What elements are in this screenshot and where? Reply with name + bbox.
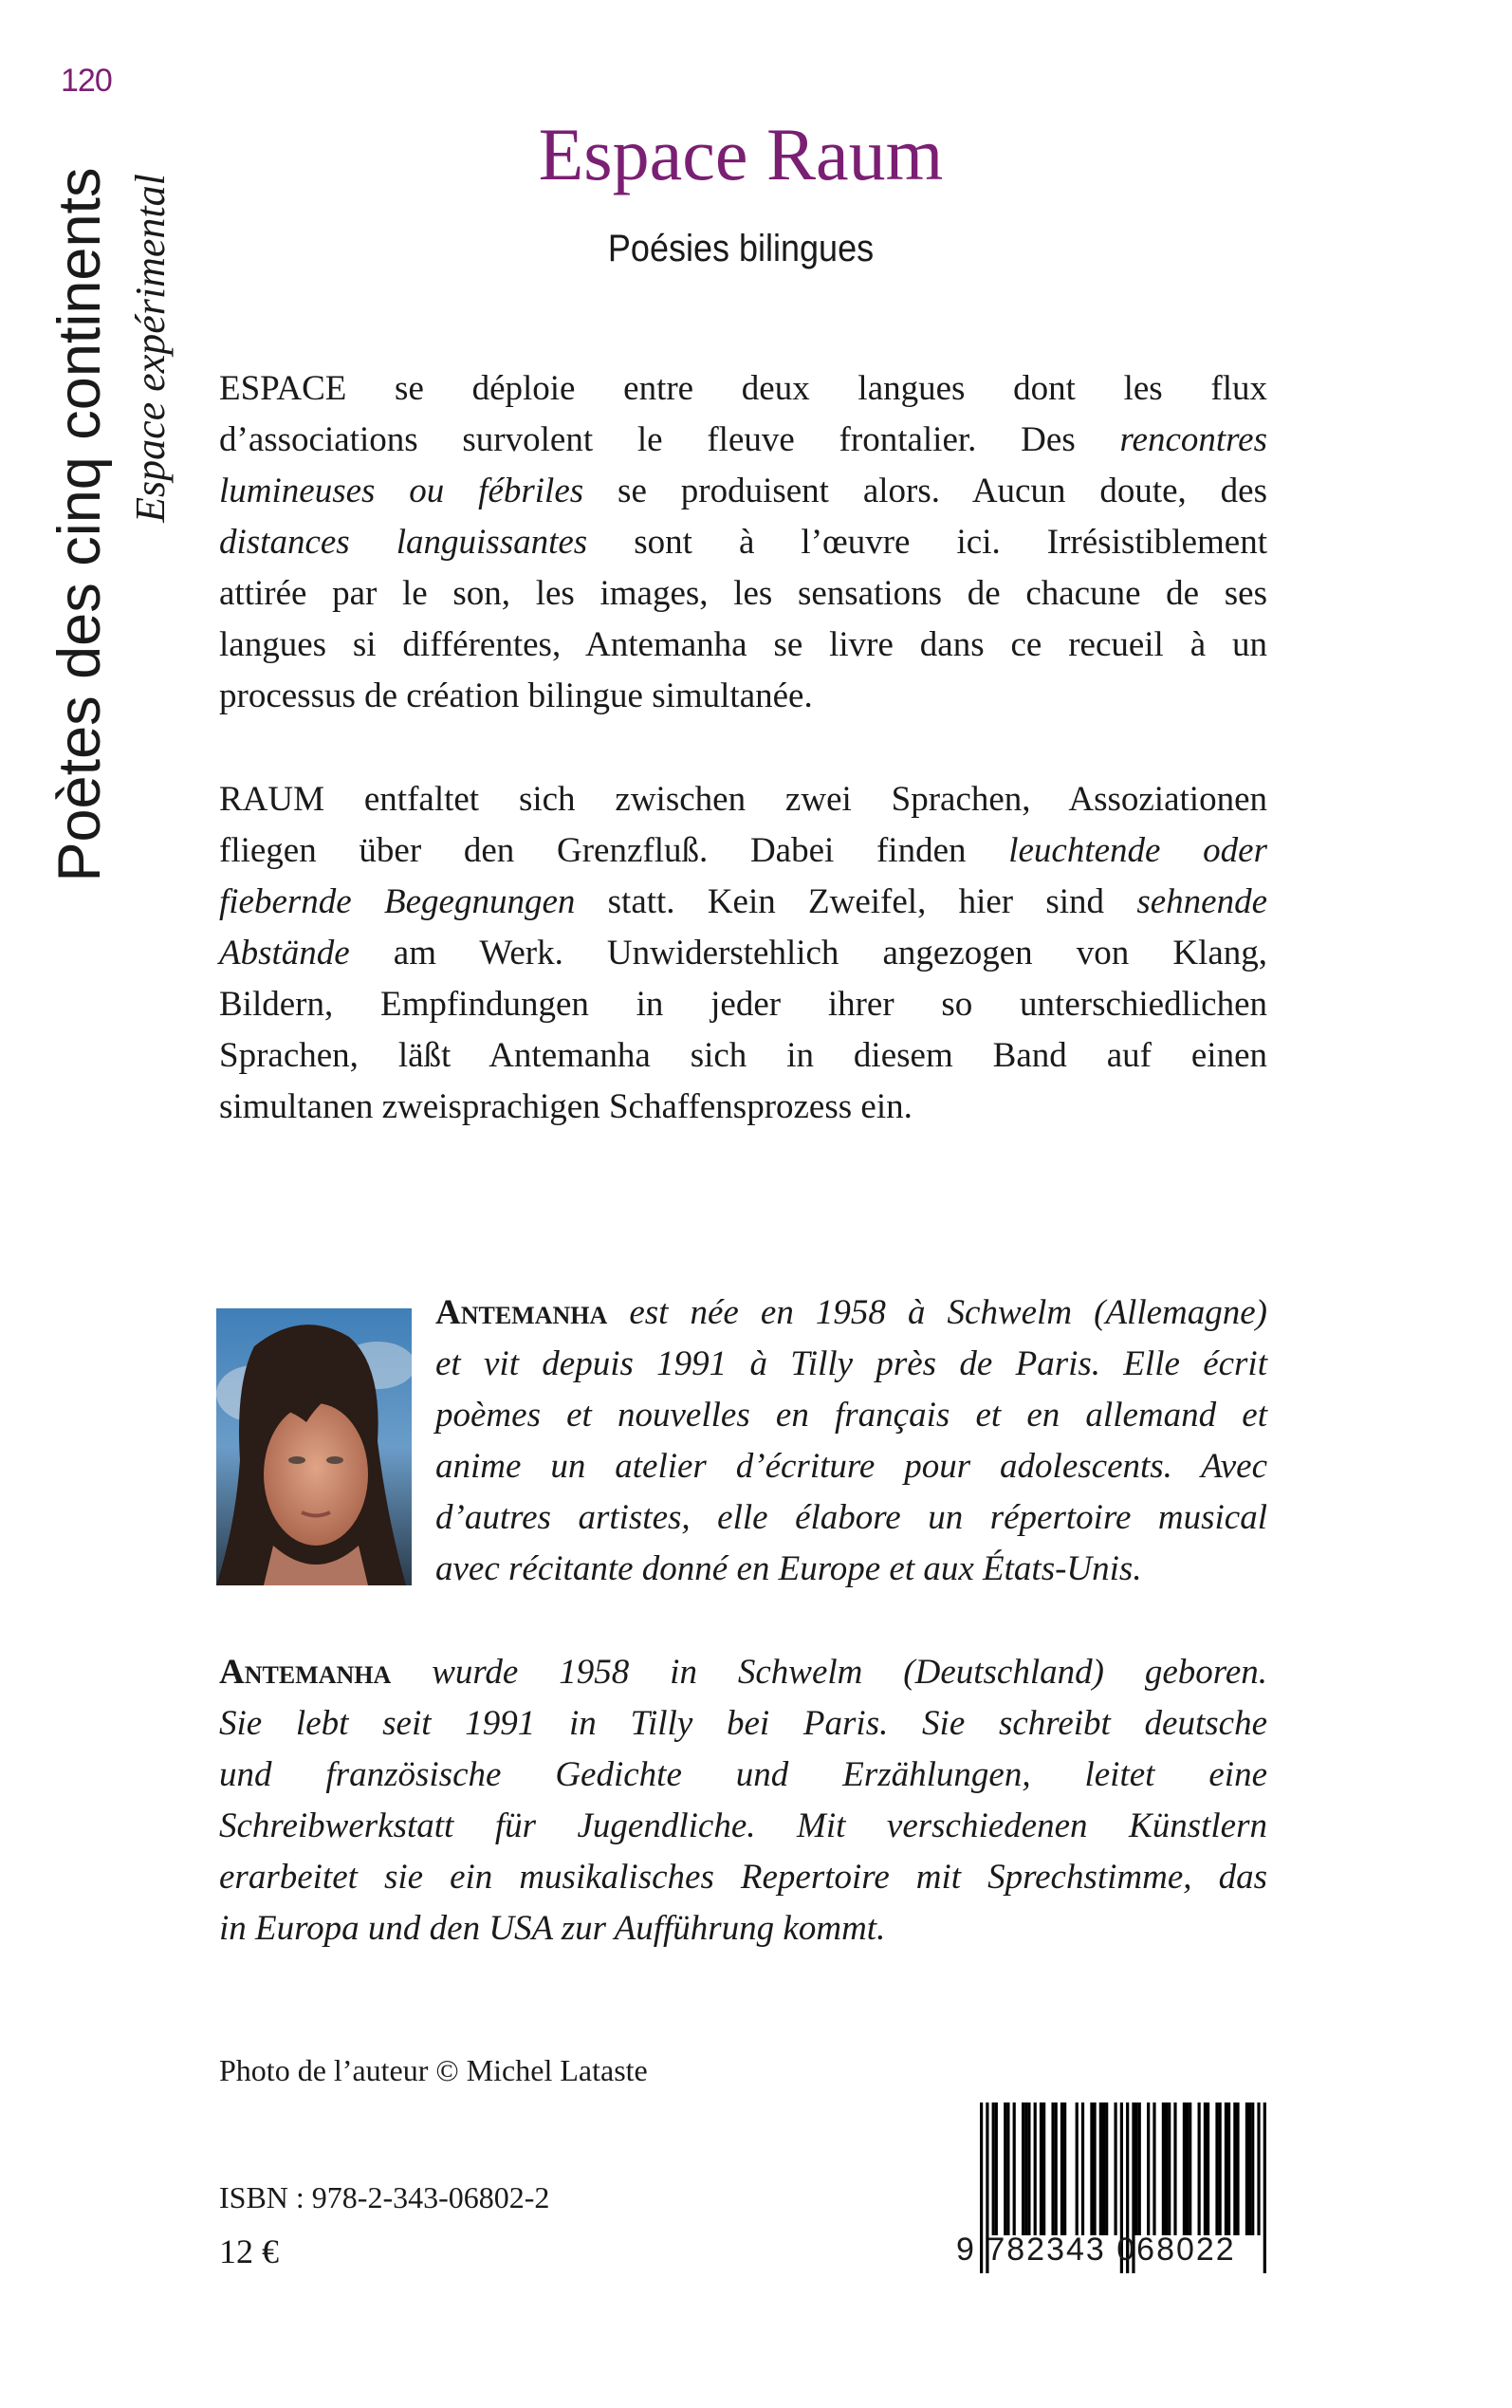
text-segment: am Werk. Unwiderstehlich angezogen von Klang,	[349, 934, 1267, 972]
photo-credit: Photo de l’auteur © Michel Lataste	[219, 2053, 648, 2087]
text-line	[435, 1492, 1267, 1544]
barcode-bar	[1102, 2102, 1105, 2235]
text-line	[219, 1082, 1267, 1133]
text-line	[219, 1647, 1267, 1698]
barcode-bar	[1055, 2102, 1058, 2235]
barcode-bar	[1245, 2102, 1248, 2235]
price: 12 €	[219, 2232, 279, 2270]
barcode-bar	[1004, 2102, 1006, 2235]
barcode-bar	[1006, 2102, 1009, 2235]
text-line	[435, 1441, 1267, 1492]
text-line	[219, 1801, 1267, 1852]
author-name: Antemanha	[435, 1293, 608, 1332]
text-segment: attirée par le son, les images, les sensations de chacune de ses	[219, 574, 1267, 613]
barcode-bar	[1207, 2102, 1209, 2235]
author-photo	[216, 1308, 412, 1585]
text-segment: poèmes et nouvelles en français et en allemand et	[435, 1396, 1267, 1435]
text-segment: erarbeitet sie ein musikalisches Repertoire mit Sprechstimme, das	[219, 1858, 1267, 1897]
barcode-bar	[1060, 2102, 1063, 2235]
barcode-bar	[1152, 2102, 1155, 2235]
italic-text: rencontres	[1119, 420, 1267, 459]
barcode-bar	[1204, 2102, 1207, 2235]
text-line	[219, 568, 1267, 620]
barcode-bar	[1024, 2102, 1027, 2235]
book-subtitle: Poésies bilingues	[607, 228, 875, 269]
barcode-bar	[1090, 2102, 1093, 2235]
text-segment: fliegen über den Grenzfluß. Dabei finden	[219, 831, 1009, 870]
series-number: 120	[61, 63, 112, 99]
text-segment: d’associations survolent le fleuve frontalier. Des	[219, 420, 1120, 459]
text-line	[219, 928, 1267, 979]
author-bio-french	[435, 1287, 1267, 1595]
barcode-bar	[1189, 2102, 1191, 2235]
author-name: Antemanha	[219, 1653, 392, 1692]
text-line	[219, 877, 1267, 928]
barcode-bar	[1147, 2102, 1150, 2235]
barcode-bar	[1093, 2102, 1096, 2235]
text-segment: anime un atelier d’écriture pour adolescents. Avec	[435, 1447, 1267, 1486]
text-segment: Sprachen, läßt Antemanha sich in diesem Band auf einen	[219, 1036, 1267, 1075]
barcode-bar	[992, 2102, 995, 2235]
barcode-bar	[1027, 2102, 1030, 2235]
text-line	[219, 671, 1267, 722]
barcode-bar	[1013, 2102, 1016, 2235]
text-segment: processus de création bilingue simultanée.	[219, 676, 813, 715]
text-line	[219, 517, 1267, 568]
text-segment: und französische Gedichte und Erzählungen, leitet eine	[219, 1755, 1267, 1794]
text-segment: wurde 1958 in Schwelm (Deutschland) geboren.	[391, 1653, 1267, 1692]
barcode-bar	[1219, 2102, 1222, 2235]
text-segment: se produisent alors. Aucun doute, des	[583, 472, 1268, 510]
italic-text: leuchtende oder	[1008, 831, 1267, 870]
italic-text: sehnende	[1136, 882, 1267, 921]
barcode-bar	[1162, 2102, 1165, 2235]
isbn: ISBN : 978-2-343-06802-2	[219, 2180, 550, 2214]
text-segment: avec récitante donné en Europe et aux États-Unis.	[435, 1549, 1142, 1588]
text-line	[435, 1544, 1267, 1595]
italic-text: Abstände	[219, 934, 350, 972]
barcode-bar	[1236, 2102, 1239, 2235]
barcode-bar	[1215, 2102, 1218, 2235]
barcode-bar	[995, 2102, 998, 2235]
author-bio-german	[219, 1647, 1267, 1954]
text-line	[435, 1287, 1267, 1339]
text-segment: et vit depuis 1991 à Tilly près de Paris. Elle écrit	[435, 1344, 1267, 1383]
book-title: Espace Raum	[538, 113, 944, 195]
barcode-bar	[1063, 2102, 1066, 2235]
barcode-bar	[1173, 2102, 1176, 2235]
text-line	[219, 825, 1267, 877]
text-line	[219, 1903, 1267, 1954]
barcode-bar	[1186, 2102, 1189, 2235]
barcode-bar	[1042, 2102, 1045, 2235]
text-line	[219, 1852, 1267, 1903]
blurb-french	[219, 363, 1267, 722]
barcode-bar	[1051, 2102, 1054, 2235]
barcode-bar	[1225, 2102, 1227, 2235]
barcode-bar	[1165, 2102, 1168, 2235]
barcode-bar	[1135, 2102, 1138, 2235]
barcode-bar	[1183, 2102, 1186, 2235]
barcode-bar	[1105, 2102, 1108, 2235]
barcode-bar	[1076, 2102, 1079, 2235]
barcode-bar	[1257, 2102, 1260, 2235]
text-segment: simultanen zweisprachigen Schaffensprozess ein.	[219, 1087, 913, 1126]
text-line	[219, 620, 1267, 671]
text-segment: est née en 1958 à Schwelm (Allemagne)	[607, 1293, 1267, 1332]
text-segment: Schreibwerkstatt für Jugendliche. Mit verschiedenen Künstlern	[219, 1806, 1267, 1845]
text-line	[219, 774, 1267, 825]
text-segment: d’autres artistes, elle élabore un répertoire musical	[435, 1498, 1267, 1537]
barcode-bar	[1198, 2102, 1201, 2235]
text-segment: Bildern, Empfindungen in jeder ihrer so unterschiedlichen	[219, 985, 1267, 1024]
barcode-bar	[1114, 2102, 1116, 2235]
blurb-german	[219, 774, 1267, 1133]
text-line	[219, 1030, 1267, 1082]
text-segment: ESPACE se déploie entre deux langues dont les flux	[219, 369, 1267, 408]
collection-name: Poètes des cinq continents	[46, 167, 113, 882]
text-line	[219, 1750, 1267, 1801]
text-segment: Sie lebt seit 1991 in Tilly bei Paris. Sie schreibt deutsche	[219, 1704, 1267, 1743]
text-line	[219, 415, 1267, 466]
barcode-bar	[1227, 2102, 1230, 2235]
text-line	[435, 1339, 1267, 1390]
barcode-bar	[1251, 2102, 1254, 2235]
barcode-bar	[1138, 2102, 1141, 2235]
italic-text: fiebernde Begegnungen	[219, 882, 576, 921]
italic-text: distances languissantes	[219, 523, 588, 562]
text-segment: in Europa und den USA zur Aufführung kommt.	[219, 1909, 886, 1948]
text-line	[219, 363, 1267, 415]
text-line	[219, 979, 1267, 1030]
text-segment: sont à l’œuvre ici. Irrésistiblement	[587, 523, 1267, 562]
text-segment: statt. Kein Zweifel, hier sind	[575, 882, 1137, 921]
barcode-bar	[1248, 2102, 1251, 2235]
barcode-bar	[1034, 2102, 1037, 2235]
text-segment: langues si différentes, Antemanha se livre dans ce recueil à un	[219, 625, 1267, 664]
text-segment: RAUM entfaltet sich zwischen zwei Sprachen, Assoziationen	[219, 780, 1267, 819]
subcollection-name: Espace expérimental	[127, 174, 174, 523]
text-line	[219, 1698, 1267, 1750]
barcode-bar	[1040, 2102, 1042, 2235]
barcode-digits: 9 782343 068022	[956, 2232, 1236, 2268]
barcode-bar	[1233, 2102, 1236, 2235]
barcode-bar	[1168, 2102, 1171, 2235]
barcode-bar	[1022, 2102, 1024, 2235]
text-line	[219, 466, 1267, 517]
text-line	[435, 1390, 1267, 1441]
barcode-bar	[1081, 2102, 1084, 2235]
barcode-bar	[1099, 2102, 1102, 2235]
italic-text: lumineuses ou fébriles	[219, 472, 584, 510]
